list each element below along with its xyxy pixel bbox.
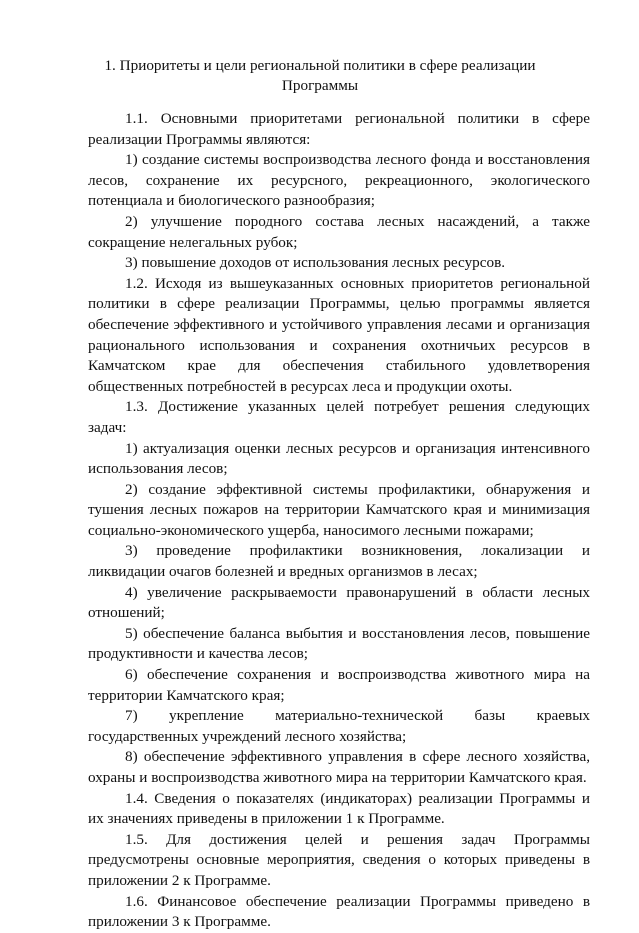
task-item-6: 6) обеспечение сохранения и воспроизводства животного мира на территории Камчатского края;: [88, 666, 590, 704]
paragraph-1-1: 1.1. Основными приоритетами региональной политики в сфере реализации Программы являются:: [88, 110, 590, 148]
document-body: [88, 109, 590, 933]
paragraph-1-3: 1.3. Достижение указанных целей потребует решения следующих задач:: [88, 398, 590, 436]
task-item-3: 3) проведение профилактики возникновения, локализации и ликвидации очагов болезней и вредных организмов в лесах;: [88, 542, 590, 581]
task-item-4: 4) увеличение раскрываемости правонарушений в области лесных отношений;: [88, 583, 590, 622]
section-title-line-2: Программы: [281, 77, 359, 94]
priority-item-1: 1) создание системы воспроизводства лесного фонда и восстановления лесов, сохранение их ресурсного, рекреационного, экологического потенциала и биологического разнообразия;: [88, 151, 590, 210]
task-item-1: 1) актуализация оценки лесных ресурсов и организация интенсивного использования лесов;: [88, 439, 590, 478]
paragraph-1-6: 1.6. Финансовое обеспечение реализации Программы приведено в приложении 3 к Программе.: [88, 892, 590, 931]
paragraph-1-5: 1.5. Для достижения целей и решения задач Программы предусмотрены основные мероприятия, сведения о которых приведены в приложении 2 к Программе.: [88, 830, 590, 889]
task-item-8: 8) обеспечение эффективного управления в сфере лесного хозяйства, охраны и воспроизводства животного мира на территории Камчатского края.: [88, 748, 590, 786]
task-item-5: 5) обеспечение баланса выбытия и восстановления лесов, повышение продуктивности и качества лесов;: [88, 624, 590, 663]
task-item-2: 2) создание эффективной системы профилактики, обнаружения и тушения лесных пожаров на территории Камчатского края и минимизация социально-экономического ущерба, наносимого лесными пожарами;: [88, 480, 590, 539]
priority-item-2: 2) улучшение породного состава лесных насаждений, а также сокращение нелегальных рубок;: [88, 212, 590, 251]
paragraph-1-4: 1.4. Сведения о показателях (индикаторах) реализации Программы и их значениях приведены в приложении 1 к Программе.: [88, 789, 590, 828]
priority-item-3: 3) повышение доходов от использования лесных ресурсов.: [125, 254, 506, 272]
section-title-line-1: 1. Приоритеты и цели региональной политики в сфере реализации: [104, 57, 536, 74]
task-item-7: 7) укрепление материально-технической базы краевых государственных учреждений лесного хозяйства;: [88, 707, 590, 745]
paragraph-1-2: 1.2. Исходя из вышеуказанных основных приоритетов региональной политики в сфере реализации Программы, целью программы является обеспечение эффективного и устойчивого управления лесами и организация рационального использования и сохранения охотничьих ресурсов в Камчатском крае для обеспечения стабильного удовлетворения общественных потребностей в ресурсах леса и продукции охоты.: [88, 274, 590, 395]
section-title: [60, 56, 580, 96]
